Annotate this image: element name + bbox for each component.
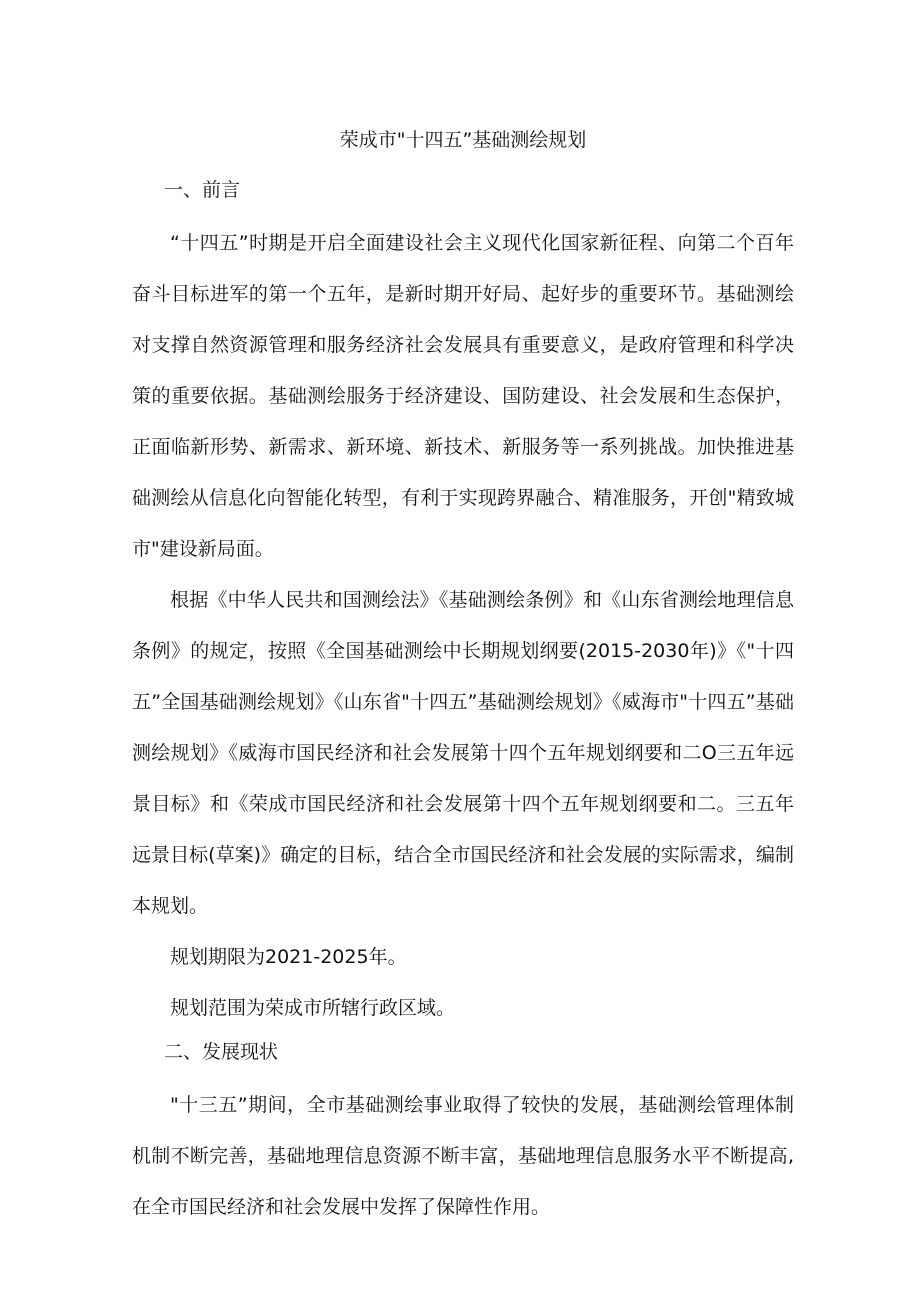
paragraph-preface-intro: “十四五”时期是开启全面建设社会主义现代化国家新征程、向第二个百年奋斗目标进军的第一个五年，是新时期开好局、起好步的重要环节。基础测绘对支撑自然资源管理和服务经济社会发展具有重要意义，是政府管理和科学决策的重要依据。基础测绘服务于经济建设、国防建设、社会发展和生态保护，正面临新形势、新需求、新环境、新技术、新服务等一系列挑战。加快推进基础测绘从信息化向智能化转型，有利于实现跨界融合、精准服务，开创"精致城市"建设新局面。 — [132, 232, 794, 560]
section-heading-status: 二、发展现状 — [164, 1041, 279, 1063]
section-heading-preface: 一、前言 — [164, 179, 241, 201]
paragraph-status-intro: "十三五”期间，全市基础测绘事业取得了较快的发展，基础测绘管理体制机制不断完善，基础地理信息资源不断丰富，基础地理信息服务水平不断提高,在全市国民经济和社会发展中发挥了保障性作用。 — [132, 1094, 794, 1218]
document-page — [132, 124, 794, 1233]
paragraph-plan-period: 规划期限为2021-2025年。 — [170, 946, 407, 968]
paragraph-preface-basis: 根据《中华人民共和国测绘法》《基础测绘条例》和《山东省测绘地理信息条例》的规定，按照《全国基础测绘中长期规划纲要(2015-2030年)》《"十四五”全国基础测绘规划》《山东省"十四五”基础测绘规划》《威海市"十四五”基础测绘规划》《威海市国民经济和社会发展第十四个五年规划纲要和二O三五年远景目标》和《荣成市国民经济和社会发展第十四个五年规划纲要和二。三五年远景目标(草案)》确定的目标，结合全市国民经济和社会发展的实际需求，编制本规划。 — [132, 589, 794, 917]
paragraph-plan-scope: 规划范围为荣成市所辖行政区域。 — [170, 997, 456, 1019]
document-title: 荣成市"十四五”基础测绘规划 — [339, 129, 587, 151]
